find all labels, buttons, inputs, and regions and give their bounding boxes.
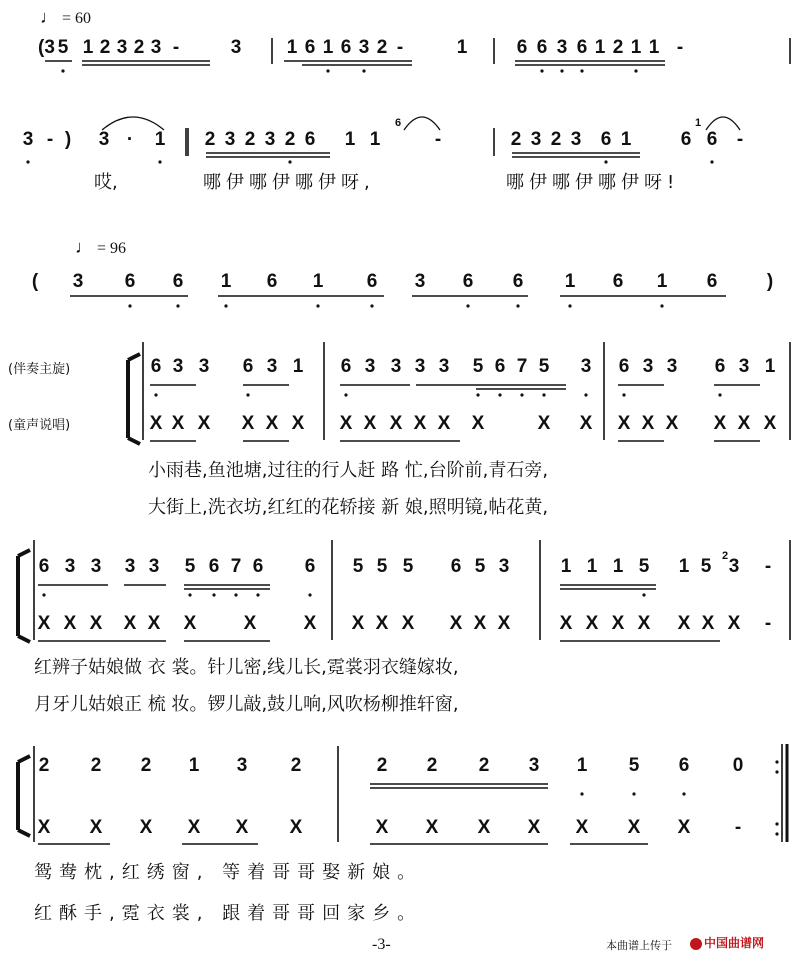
- melody-note: 1: [188, 755, 200, 776]
- melody-note: 6: [208, 556, 220, 577]
- intro-note: -: [434, 129, 442, 150]
- intro-note: 6: [304, 37, 316, 58]
- rhythm-x: X: [727, 613, 741, 634]
- site-logo: [690, 934, 764, 951]
- interlude-note: 6: [172, 271, 184, 292]
- melody-note: 5: [474, 556, 486, 577]
- octave-dot: [604, 160, 607, 163]
- octave-dot: [622, 393, 625, 396]
- rhythm-x: X: [641, 413, 655, 434]
- rhythm-x: X: [537, 413, 551, 434]
- melody-note: 7: [230, 556, 242, 577]
- melody-note: 6: [150, 356, 162, 377]
- rhythm-x: X: [37, 817, 51, 838]
- rhythm-x: X: [339, 413, 353, 434]
- interlude-note: 1: [564, 271, 576, 292]
- melody-note: 5: [472, 356, 484, 377]
- intro-note: 1: [369, 129, 381, 150]
- melody-note: 1: [292, 356, 304, 377]
- intro-note: 2: [204, 129, 216, 150]
- octave-dot: [344, 393, 347, 396]
- rhythm-x: X: [139, 817, 153, 838]
- rhythm-x: X: [677, 817, 691, 838]
- intro-note: 5: [57, 37, 69, 58]
- rhythm-x: X: [637, 613, 651, 634]
- octave-dot: [362, 69, 365, 72]
- rhythm-x: X: [527, 817, 541, 838]
- octave-dot: [466, 304, 469, 307]
- grace-note: 1: [694, 117, 702, 129]
- rhythm-x: X: [363, 413, 377, 434]
- rhythm-x: X: [289, 817, 303, 838]
- melody-note: 3: [124, 556, 136, 577]
- rhythm-x: X: [351, 613, 365, 634]
- rhythm-x: X: [171, 413, 185, 434]
- system-brace: [18, 756, 30, 836]
- interlude-note: (: [31, 271, 39, 292]
- lyric-s3-verse1: 鸳鸯枕,红绣窗, 等着哥哥娶新娘。: [34, 862, 423, 883]
- rhythm-x: X: [425, 817, 439, 838]
- interlude-note: 6: [512, 271, 524, 292]
- melody-note: 5: [402, 556, 414, 577]
- intro-note: -: [676, 37, 684, 58]
- octave-dot: [308, 593, 311, 596]
- rhythm-x: X: [763, 413, 777, 434]
- intro-note: 6: [340, 37, 352, 58]
- interlude-note: 6: [366, 271, 378, 292]
- rhythm-x: X: [243, 613, 257, 634]
- rhythm-x: X: [449, 613, 463, 634]
- rhythm-x: X: [413, 413, 427, 434]
- melody-note: 3: [198, 356, 210, 377]
- rhythm-x: X: [375, 817, 389, 838]
- grace-note: 6: [394, 117, 402, 129]
- repeat-dot: [775, 770, 778, 773]
- rhythm-x: X: [89, 817, 103, 838]
- rhythm-x: X: [187, 817, 201, 838]
- rhythm-x: X: [665, 413, 679, 434]
- intro-note: 6: [536, 37, 548, 58]
- lyric-intro-3: 哪伊哪伊哪伊呀!: [506, 172, 680, 193]
- rhythm-x: X: [197, 413, 211, 434]
- rhythm-x: -: [764, 613, 772, 634]
- melody-note: 3: [172, 356, 184, 377]
- melody-note: 3: [390, 356, 402, 377]
- intro-note: 1: [630, 37, 642, 58]
- melody-note: 5: [700, 556, 712, 577]
- melody-note: 3: [728, 556, 740, 577]
- intro-note: 1: [344, 129, 356, 150]
- octave-dot: [580, 792, 583, 795]
- melody-note: 2: [38, 755, 50, 776]
- octave-dot: [246, 393, 249, 396]
- octave-dot: [540, 69, 543, 72]
- octave-dot: [316, 304, 319, 307]
- melody-note: 1: [764, 356, 776, 377]
- intro-note: 3: [570, 129, 582, 150]
- intro-note: 3: [230, 37, 242, 58]
- interlude-note: 3: [414, 271, 426, 292]
- intro-note: (3: [38, 37, 55, 58]
- melody-note: 3: [266, 356, 278, 377]
- octave-dot: [632, 792, 635, 795]
- melody-note: 6: [242, 356, 254, 377]
- intro-note: 1: [286, 37, 298, 58]
- melody-note: 3: [414, 356, 426, 377]
- interlude-note: 6: [612, 271, 624, 292]
- intro-note: ·: [126, 129, 134, 150]
- melody-note: 3: [580, 356, 592, 377]
- octave-dot: [520, 393, 523, 396]
- rhythm-x: X: [617, 413, 631, 434]
- rhythm-x: X: [149, 413, 163, 434]
- upload-credit: 本曲谱上传于: [606, 939, 672, 952]
- label-children-rap: (童声说唱): [8, 418, 71, 433]
- tempo-marking-60: ♩ = 60: [40, 7, 92, 27]
- intro-note: -: [396, 37, 404, 58]
- octave-dot: [224, 304, 227, 307]
- intro-note: 3: [556, 37, 568, 58]
- octave-dot: [584, 393, 587, 396]
- lyric-s1-verse1: 小雨巷,鱼池塘,过往的行人赶 路 忙,台阶前,青石旁,: [148, 460, 549, 481]
- octave-dot: [188, 593, 191, 596]
- interlude-note: 6: [706, 271, 718, 292]
- repeat-dot: [775, 832, 778, 835]
- intro-note: 1: [154, 129, 166, 150]
- logo-text: 中国曲谱网: [704, 936, 765, 950]
- intro-note: 2: [612, 37, 624, 58]
- melody-note: 5: [376, 556, 388, 577]
- octave-dot: [158, 160, 161, 163]
- rhythm-x: X: [585, 613, 599, 634]
- melody-note: 6: [714, 356, 726, 377]
- rhythm-x: X: [183, 613, 197, 634]
- octave-dot: [288, 160, 291, 163]
- repeat-dot: [775, 760, 778, 763]
- rhythm-x: X: [559, 613, 573, 634]
- intro-note: 2: [99, 37, 111, 58]
- octave-dot: [498, 393, 501, 396]
- rhythm-x: X: [437, 413, 451, 434]
- rhythm-x: X: [579, 413, 593, 434]
- intro-note: 3: [116, 37, 128, 58]
- melody-note: 3: [528, 755, 540, 776]
- octave-dot: [370, 304, 373, 307]
- melody-note: 6: [618, 356, 630, 377]
- octave-dot: [568, 304, 571, 307]
- melody-note: 3: [666, 356, 678, 377]
- interlude-note: 6: [462, 271, 474, 292]
- melody-note: 6: [304, 556, 316, 577]
- octave-dot: [710, 160, 713, 163]
- octave-dot: [642, 593, 645, 596]
- interlude-note: 6: [266, 271, 278, 292]
- intro-note: -: [46, 129, 54, 150]
- rhythm-x: X: [497, 613, 511, 634]
- octave-dot: [176, 304, 179, 307]
- melody-note: 2: [140, 755, 152, 776]
- interlude-note: 3: [72, 271, 84, 292]
- octave-dot: [61, 69, 64, 72]
- logo-mark-icon: [690, 938, 702, 950]
- melody-note: 3: [364, 356, 376, 377]
- melody-note: 3: [738, 356, 750, 377]
- melody-note: 5: [538, 356, 550, 377]
- rhythm-x: X: [265, 413, 279, 434]
- intro-note: 2: [133, 37, 145, 58]
- grace-note: 2: [721, 550, 729, 562]
- interlude-note: ): [766, 271, 774, 292]
- intro-note: 3: [530, 129, 542, 150]
- intro-note: 2: [550, 129, 562, 150]
- melody-note: 2: [426, 755, 438, 776]
- rhythm-x: X: [303, 613, 317, 634]
- intro-note: 6: [516, 37, 528, 58]
- intro-note: 6: [680, 129, 692, 150]
- melody-note: 2: [90, 755, 102, 776]
- intro-note: 1: [594, 37, 606, 58]
- octave-dot: [476, 393, 479, 396]
- melody-note: 1: [678, 556, 690, 577]
- rhythm-x: X: [63, 613, 77, 634]
- octave-dot: [516, 304, 519, 307]
- intro-note: 3: [264, 129, 276, 150]
- melody-note: 6: [38, 556, 50, 577]
- melody-note: 0: [732, 755, 744, 776]
- octave-dot: [718, 393, 721, 396]
- octave-dot: [682, 792, 685, 795]
- intro-note: 3: [150, 37, 162, 58]
- intro-note: -: [736, 129, 744, 150]
- intro-note: 3: [22, 129, 34, 150]
- rhythm-x: X: [147, 613, 161, 634]
- rhythm-x: X: [575, 817, 589, 838]
- intro-note: 3: [224, 129, 236, 150]
- melody-note: 5: [352, 556, 364, 577]
- system-brace: [18, 550, 30, 642]
- rhythm-x: X: [235, 817, 249, 838]
- rhythm-x: X: [401, 613, 415, 634]
- octave-dot: [256, 593, 259, 596]
- octave-dot: [634, 69, 637, 72]
- melody-note: 1: [586, 556, 598, 577]
- lyric-s2-verse2: 月牙儿姑娘正 梳 妆。锣儿敲,鼓儿响,风吹杨柳推轩窗,: [34, 694, 459, 715]
- octave-dot: [212, 593, 215, 596]
- melody-note: 2: [478, 755, 490, 776]
- melody-note: 2: [376, 755, 388, 776]
- rhythm-x: X: [375, 613, 389, 634]
- lyric-intro-1: 哎,: [94, 172, 118, 193]
- rhythm-x: X: [627, 817, 641, 838]
- tempo-marking-96: ♩ = 96: [75, 237, 127, 257]
- melody-note: 7: [516, 356, 528, 377]
- melody-note: -: [764, 556, 772, 577]
- rhythm-x: X: [37, 613, 51, 634]
- octave-dot: [660, 304, 663, 307]
- page-number: -3-: [372, 936, 391, 953]
- melody-note: 6: [494, 356, 506, 377]
- intro-note: 3: [98, 129, 110, 150]
- melody-note: 3: [498, 556, 510, 577]
- octave-dot: [580, 69, 583, 72]
- intro-note: 3: [358, 37, 370, 58]
- repeat-dot: [775, 822, 778, 825]
- intro-note: 2: [284, 129, 296, 150]
- rhythm-x: X: [89, 613, 103, 634]
- lyric-s1-verse2: 大街上,洗衣坊,红红的花轿接 新 娘,照明镜,帖花黄,: [148, 497, 549, 518]
- melody-note: 3: [90, 556, 102, 577]
- interlude-note: 6: [124, 271, 136, 292]
- intro-note: 1: [648, 37, 660, 58]
- intro-note: 6: [600, 129, 612, 150]
- octave-dot: [128, 304, 131, 307]
- melody-note: 1: [576, 755, 588, 776]
- melody-note: 3: [642, 356, 654, 377]
- intro-note: 1: [620, 129, 632, 150]
- rhythm-x: X: [701, 613, 715, 634]
- melody-note: 1: [612, 556, 624, 577]
- rhythm-x: X: [389, 413, 403, 434]
- intro-note: 1: [82, 37, 94, 58]
- intro-note: -: [172, 37, 180, 58]
- intro-note: 2: [510, 129, 522, 150]
- melody-note: 6: [252, 556, 264, 577]
- intro-note: ): [64, 129, 72, 150]
- rhythm-x: X: [677, 613, 691, 634]
- octave-dot: [26, 160, 29, 163]
- intro-note: 1: [456, 37, 468, 58]
- lyric-s2-verse1: 红辨子姑娘做 衣 裳。针儿密,线儿长,霓裳羽衣缝嫁妆,: [34, 657, 459, 678]
- system-brace: [128, 354, 140, 444]
- rhythm-x: X: [123, 613, 137, 634]
- intro-note: 2: [376, 37, 388, 58]
- lyric-s3-verse2: 红酥手,霓衣裳, 跟着哥哥回家乡。: [34, 903, 423, 924]
- rhythm-x: X: [241, 413, 255, 434]
- melody-note: 5: [184, 556, 196, 577]
- rhythm-x: X: [737, 413, 751, 434]
- melody-note: 6: [340, 356, 352, 377]
- intro-note: 1: [322, 37, 334, 58]
- octave-dot: [326, 69, 329, 72]
- melody-note: 5: [628, 755, 640, 776]
- interlude-note: 1: [312, 271, 324, 292]
- label-accompaniment: (伴奏主旋): [8, 362, 71, 377]
- rhythm-x: X: [473, 613, 487, 634]
- melody-note: 6: [678, 755, 690, 776]
- octave-dot: [234, 593, 237, 596]
- rhythm-x: X: [713, 413, 727, 434]
- rhythm-x: X: [611, 613, 625, 634]
- rhythm-x: X: [477, 817, 491, 838]
- melody-note: 1: [560, 556, 572, 577]
- octave-dot: [560, 69, 563, 72]
- octave-dot: [542, 393, 545, 396]
- octave-dot: [154, 393, 157, 396]
- melody-note: 5: [638, 556, 650, 577]
- lyric-intro-2: 哪伊哪伊哪伊呀,: [203, 172, 375, 193]
- interlude-note: 1: [656, 271, 668, 292]
- intro-note: 6: [576, 37, 588, 58]
- melody-note: 3: [64, 556, 76, 577]
- melody-note: 6: [450, 556, 462, 577]
- intro-note: 6: [304, 129, 316, 150]
- melody-note: 3: [438, 356, 450, 377]
- interlude-note: 1: [220, 271, 232, 292]
- melody-note: 3: [148, 556, 160, 577]
- melody-note: 3: [236, 755, 248, 776]
- rhythm-x: X: [471, 413, 485, 434]
- rhythm-x: -: [734, 817, 742, 838]
- rhythm-x: X: [291, 413, 305, 434]
- intro-note: 6: [706, 129, 718, 150]
- melody-note: 2: [290, 755, 302, 776]
- octave-dot: [42, 593, 45, 596]
- intro-note: 2: [244, 129, 256, 150]
